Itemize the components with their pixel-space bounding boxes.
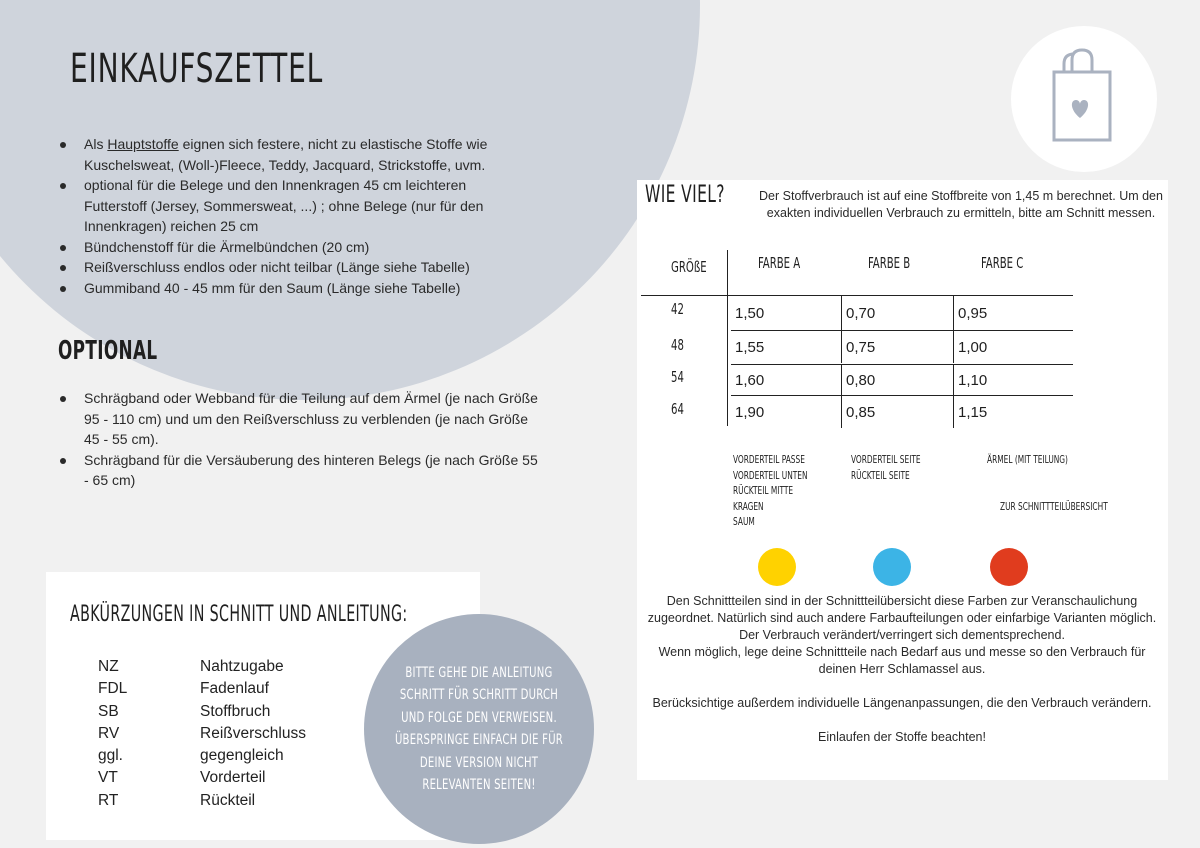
value-cell: 0,75 xyxy=(842,331,954,363)
abbreviation-row: VT Vorderteil xyxy=(98,769,266,787)
value-cell: 0,70 xyxy=(842,296,954,330)
abbreviation-row: NZ Nahtzugabe xyxy=(98,658,284,675)
shopping-bag-badge xyxy=(1011,26,1157,172)
list-item: Gummiband 40 - 45 mm für den Saum (Länge siehe Tabelle) xyxy=(60,278,530,299)
abbreviation-row: FDL Fadenlauf xyxy=(98,680,269,698)
size-cell: 48 xyxy=(671,336,684,354)
legend-farbe-b: VORDERTEIL SEITE RÜCKTEIL SEITE xyxy=(851,453,921,482)
optional-heading: OPTIONAL xyxy=(58,336,158,366)
list-item: Schrägband für die Versäuberung des hinteren Belegs (je nach Größe 55 - 65 cm) xyxy=(60,450,540,491)
value-cell: 1,90 xyxy=(731,396,842,428)
size-cell: 54 xyxy=(671,368,684,386)
usage-notes: Den Schnittteilen sind in der Schnittteilübersicht diese Farben zur Veranschaulichung zugeordnet. Natürlich sind auch andere Farbaufteilungen oder einfarbige Varianten möglich. Der Verbrauch verändert/verringert sich dementsprechend. Wenn möglich, lege deine Schnittteile nach Bedarf aus und messe so den Verbrauch für deinen Herr Schlamassel aus. Berücksichtige außerdem individuelle Längenanpassungen, die den Verbrauch verändern. Einlaufen der Stoffe beachten! xyxy=(647,594,1157,744)
list-item: Reißverschluss endlos oder nicht teilbar (Länge siehe Tabelle) xyxy=(60,257,530,278)
optional-list xyxy=(60,388,540,491)
value-cell: 1,50 xyxy=(731,296,842,330)
materials-list xyxy=(60,134,530,298)
size-cell: 64 xyxy=(671,400,684,418)
hauptstoffe-link[interactable]: Hauptstoffe xyxy=(107,136,179,152)
value-cell: 1,60 xyxy=(731,365,842,395)
list-item: Schrägband oder Webband für die Teilung auf dem Ärmel (je nach Größe 95 - 110 cm) und um den Reißverschluss zu verblenden (je nach Größe 45 - 55 cm). xyxy=(60,388,540,450)
value-cell: 0,80 xyxy=(842,365,954,395)
list-item: optional für die Belege und den Innenkragen 45 cm leichteren Futterstoff (Jersey, Sommersweat, ...) ; ohne Belege (nur für den Innenkragen) reichen 25 cm xyxy=(60,175,530,237)
consumption-panel xyxy=(637,180,1168,780)
size-cell: 42 xyxy=(671,300,684,318)
instruction-note-circle xyxy=(364,614,594,844)
abbreviations-heading: ABKÜRZUNGEN IN SCHNITT UND ANLEITUNG: xyxy=(70,602,408,627)
value-cell: 1,00 xyxy=(958,338,988,356)
column-header-farbe-b: FARBE B xyxy=(868,254,911,272)
column-header-farbe-a: FARBE A xyxy=(758,254,801,272)
legend-farbe-a: VORDERTEIL PASSE VORDERTEIL UNTEN RÜCKTEIL MITTE KRAGEN SAUM xyxy=(733,453,808,528)
abbreviation-row: SB Stoffbruch xyxy=(98,702,271,720)
color-dot-b xyxy=(873,548,911,586)
color-dot-a xyxy=(758,548,796,586)
abbreviation-row: RV Reißverschluss xyxy=(98,724,306,742)
value-cell: 1,15 xyxy=(958,403,988,421)
fabric-width-note: Der Stoffverbrauch ist auf eine Stoffbreite von 1,45 m berechnet. Um den exakten individuellen Verbrauch zu ermitteln, bitte am Schnitt messen. xyxy=(759,189,1163,220)
list-item: Als Hauptstoffe eignen sich festere, nicht zu elastische Stoffe wie Kuschelsweat, (Woll-)Fleece, Teddy, Jacquard, Strickstoffe, uvm. xyxy=(60,134,530,175)
instruction-note: BITTE GEHE DIE ANLEITUNG SCHRITT FÜR SCHRITT DURCH UND FOLGE DEN VERWEISEN. ÜBERSPRINGE EINFACH DIE FÜR DEINE VERSION NICHT RELEVANTEN SEITEN! xyxy=(394,664,564,793)
color-dot-c xyxy=(990,548,1028,586)
column-header-farbe-c: FARBE C xyxy=(981,254,1024,272)
value-cell: 1,55 xyxy=(731,331,842,363)
value-cell: 1,10 xyxy=(958,371,988,389)
wie-viel-heading: WIE VIEL? xyxy=(645,180,725,208)
legend-farbe-c: ÄRMEL (MIT TEILUNG) xyxy=(987,453,1068,466)
value-cell: 0,95 xyxy=(958,304,988,322)
abbreviation-row: ggl. gegengleich xyxy=(98,747,284,765)
abbreviations-list xyxy=(98,656,306,812)
abbreviation-row: RT Rückteil xyxy=(98,791,256,809)
table-divider xyxy=(727,250,728,426)
size-column-header: GRÖßE xyxy=(671,258,707,276)
page-title: EINKAUFSZETTEL xyxy=(70,46,324,92)
value-cell: 0,85 xyxy=(842,396,954,428)
schnittteiluebersicht-link[interactable]: ZUR SCHNITTTEILÜBERSICHT xyxy=(1000,500,1108,513)
list-item: Bündchenstoff für die Ärmelbündchen (20 cm) xyxy=(60,237,530,258)
shopping-bag-heart-icon xyxy=(1050,48,1118,146)
